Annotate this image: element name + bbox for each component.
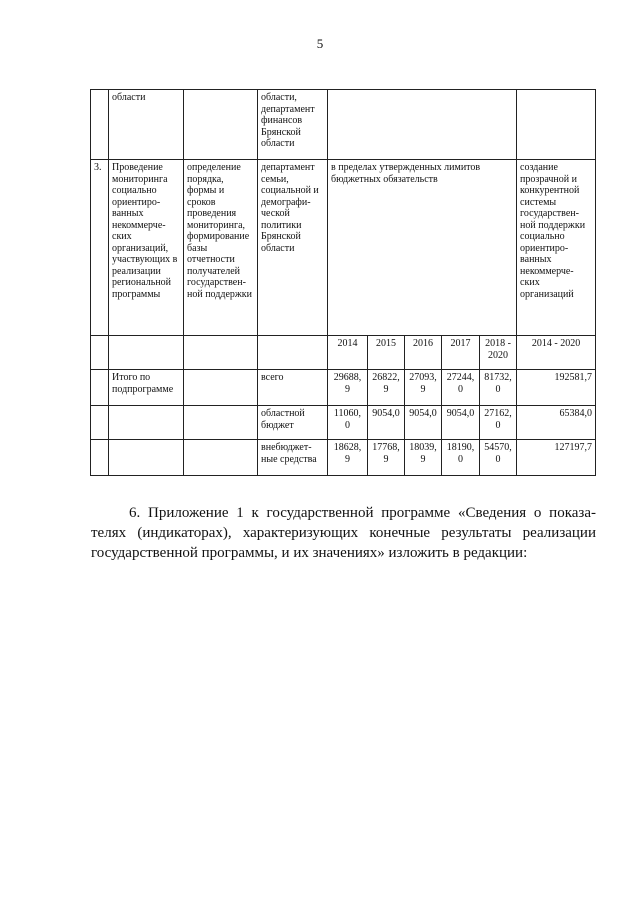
value-total: 65384,0	[517, 406, 596, 440]
year-header: 2014	[328, 336, 368, 370]
value-2016: 18039, 9	[405, 440, 442, 476]
table-cell	[91, 440, 109, 476]
table-cell	[184, 406, 258, 440]
funding-source: всего	[258, 370, 328, 406]
measure-executor: департамент семьи, социальной и демографи-ческой политики Брянской области	[258, 160, 328, 336]
table-cell	[258, 336, 328, 370]
table-row-years	[91, 336, 596, 370]
row-label	[109, 406, 184, 440]
value-2014: 29688, 9	[328, 370, 368, 406]
page-number: 5	[316, 36, 324, 51]
year-header: 2018 - 2020	[480, 336, 517, 370]
table-cell	[91, 406, 109, 440]
table-cell	[517, 90, 596, 160]
table-row-continuation	[91, 90, 596, 160]
table-row-extrabudgetary	[91, 440, 596, 476]
value-2015: 17768, 9	[368, 440, 405, 476]
amendment-paragraph: 6. Приложение 1 к государственной программе «Сведения о показа-телях (индикаторах), характеризующих конечные результаты реализации государственной программы, и их значениях» изложить в редакции:	[91, 505, 596, 561]
value-2017: 27244, 0	[442, 370, 480, 406]
value-2015: 9054,0	[368, 406, 405, 440]
table-cell: области	[109, 90, 184, 160]
table-cell	[109, 336, 184, 370]
table-cell	[184, 440, 258, 476]
value-2017: 9054,0	[442, 406, 480, 440]
row-label	[109, 440, 184, 476]
value-2015: 26822, 9	[368, 370, 405, 406]
table-cell	[184, 370, 258, 406]
value-2014: 11060, 0	[328, 406, 368, 440]
measure-funding: в пределах утвержденных лимитов бюджетных обязательств	[328, 160, 517, 336]
table-cell	[328, 90, 517, 160]
table-cell	[91, 336, 109, 370]
value-2018-2020: 27162, 0	[480, 406, 517, 440]
row-number: 3.	[91, 160, 109, 336]
table-cell	[91, 90, 109, 160]
table-cell	[91, 370, 109, 406]
value-2014: 18628, 9	[328, 440, 368, 476]
value-total: 192581,7	[517, 370, 596, 406]
measure-name: Проведение мониторинга социально ориентиро-ванных некоммерче-ских организаций, участвующих в реализации региональной программы	[109, 160, 184, 336]
funding-source: областной бюджет	[258, 406, 328, 440]
row-label: Итого по подпрограмме	[109, 370, 184, 406]
table-row-item-3	[91, 160, 596, 336]
value-2018-2020: 81732, 0	[480, 370, 517, 406]
year-header: 2014 - 2020	[517, 336, 596, 370]
program-table	[90, 89, 596, 476]
value-2016: 27093, 9	[405, 370, 442, 406]
funding-source: внебюджет-ные средства	[258, 440, 328, 476]
year-header: 2016	[405, 336, 442, 370]
measure-result: создание прозрачной и конкурентной системы государствен-ной поддержки социально ориентиро-ванных некоммерче-ских организаций	[517, 160, 596, 336]
table-cell	[184, 90, 258, 160]
value-total: 127197,7	[517, 440, 596, 476]
table-cell: области, департамент финансов Брянской области	[258, 90, 328, 160]
table-row-total	[91, 370, 596, 406]
value-2018-2020: 54570, 0	[480, 440, 517, 476]
value-2016: 9054,0	[405, 406, 442, 440]
table-row-regional-budget	[91, 406, 596, 440]
measure-action: определение порядка, формы и сроков проведения мониторинга, формирование базы отчетности получателей государствен-ной поддержки	[184, 160, 258, 336]
value-2017: 18190, 0	[442, 440, 480, 476]
table-cell	[184, 336, 258, 370]
year-header: 2017	[442, 336, 480, 370]
year-header: 2015	[368, 336, 405, 370]
